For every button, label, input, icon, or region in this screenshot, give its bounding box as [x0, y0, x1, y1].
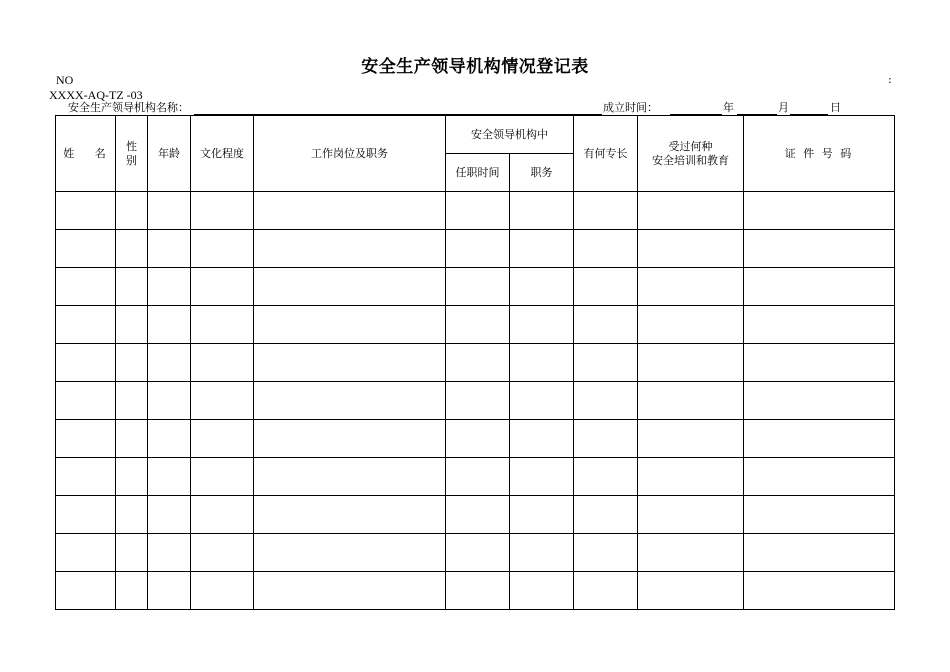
- table-cell[interactable]: [446, 344, 510, 382]
- table-cell[interactable]: [638, 534, 744, 572]
- header-age: 年龄: [148, 116, 191, 192]
- table-cell[interactable]: [744, 382, 895, 420]
- table-cell[interactable]: [56, 192, 116, 230]
- table-row: [56, 534, 895, 572]
- table-cell[interactable]: [191, 192, 254, 230]
- table-cell[interactable]: [56, 268, 116, 306]
- table-cell[interactable]: [744, 344, 895, 382]
- table-cell[interactable]: [116, 344, 148, 382]
- table-cell[interactable]: [191, 230, 254, 268]
- header-gender: [116, 116, 148, 192]
- table-cell[interactable]: [446, 382, 510, 420]
- header-certificate: 证 件 号 码: [744, 116, 895, 192]
- table-cell[interactable]: [254, 572, 446, 610]
- table-cell[interactable]: [638, 306, 744, 344]
- table-cell[interactable]: [574, 268, 638, 306]
- table-row: [56, 496, 895, 534]
- header-training-line2: 安全培训和教育: [652, 153, 729, 167]
- table-cell[interactable]: [574, 420, 638, 458]
- table-row: [56, 458, 895, 496]
- table-cell[interactable]: [148, 306, 191, 344]
- table-cell[interactable]: [148, 344, 191, 382]
- header-committee-group: 安全领导机构中: [446, 116, 574, 154]
- day-label: 日: [830, 101, 841, 114]
- table-cell[interactable]: [638, 458, 744, 496]
- table-cell[interactable]: [638, 230, 744, 268]
- table-cell[interactable]: [446, 306, 510, 344]
- table-cell[interactable]: [148, 496, 191, 534]
- table-cell[interactable]: [148, 382, 191, 420]
- table-cell[interactable]: [148, 230, 191, 268]
- serial-number-suffix: :: [888, 73, 892, 86]
- table-row: [56, 382, 895, 420]
- header-training: [638, 116, 744, 192]
- table-row: [56, 306, 895, 344]
- table-row: [56, 420, 895, 458]
- table-cell[interactable]: [744, 268, 895, 306]
- table-cell[interactable]: [191, 344, 254, 382]
- table-row: [56, 268, 895, 306]
- org-name-field[interactable]: [194, 101, 602, 115]
- table-cell[interactable]: [116, 420, 148, 458]
- table-cell[interactable]: [254, 458, 446, 496]
- table-cell[interactable]: [148, 572, 191, 610]
- table-cell[interactable]: [116, 534, 148, 572]
- table-cell[interactable]: [510, 420, 574, 458]
- table-cell[interactable]: [254, 306, 446, 344]
- table-cell[interactable]: [744, 458, 895, 496]
- table-cell[interactable]: [744, 572, 895, 610]
- table-cell[interactable]: [254, 534, 446, 572]
- table-cell[interactable]: [254, 382, 446, 420]
- table-cell[interactable]: [56, 534, 116, 572]
- table-cell[interactable]: [574, 230, 638, 268]
- header-education: 文化程度: [191, 116, 254, 192]
- table-cell[interactable]: [56, 306, 116, 344]
- table-cell[interactable]: [446, 496, 510, 534]
- table-cell[interactable]: [116, 382, 148, 420]
- year-label: 年: [723, 101, 734, 114]
- day-field[interactable]: [790, 101, 828, 115]
- header-name: 姓 名: [56, 116, 116, 192]
- table-cell[interactable]: [56, 344, 116, 382]
- table-cell[interactable]: [191, 382, 254, 420]
- table-cell[interactable]: [191, 572, 254, 610]
- header-training-line1: 受过何种: [668, 139, 713, 153]
- table-cell[interactable]: [56, 496, 116, 534]
- table-cell[interactable]: [574, 458, 638, 496]
- table-body: [56, 192, 895, 610]
- table-cell[interactable]: [148, 268, 191, 306]
- table-cell[interactable]: [574, 306, 638, 344]
- table-cell[interactable]: [56, 382, 116, 420]
- table-cell[interactable]: [56, 572, 116, 610]
- table-cell[interactable]: [574, 382, 638, 420]
- table-cell[interactable]: [116, 192, 148, 230]
- header-position: 工作岗位及职务: [254, 116, 446, 192]
- table-cell[interactable]: [510, 496, 574, 534]
- table-cell[interactable]: [191, 458, 254, 496]
- table-cell[interactable]: [638, 192, 744, 230]
- table-cell[interactable]: [744, 420, 895, 458]
- table-cell[interactable]: [510, 344, 574, 382]
- month-field[interactable]: [737, 101, 777, 115]
- table-cell[interactable]: [254, 230, 446, 268]
- table-cell[interactable]: [638, 382, 744, 420]
- table-cell[interactable]: [191, 496, 254, 534]
- table-row: [56, 192, 895, 230]
- table-cell[interactable]: [510, 268, 574, 306]
- established-label: 成立时间：: [603, 101, 658, 114]
- table-cell[interactable]: [191, 306, 254, 344]
- table-cell[interactable]: [744, 306, 895, 344]
- table-cell[interactable]: [254, 192, 446, 230]
- header-gender-line2: 别: [126, 153, 137, 167]
- table-cell[interactable]: [116, 230, 148, 268]
- org-name-label: 安全生产领导机构名称：: [68, 101, 189, 114]
- table-cell[interactable]: [510, 572, 574, 610]
- table-cell[interactable]: [744, 534, 895, 572]
- serial-number-label: NO: [56, 73, 74, 87]
- table-cell[interactable]: [510, 230, 574, 268]
- month-label: 月: [778, 101, 789, 114]
- table-cell[interactable]: [510, 192, 574, 230]
- form-code: XXXX-AQ-TZ -03: [49, 88, 143, 102]
- table-cell[interactable]: [446, 192, 510, 230]
- table-cell[interactable]: [574, 192, 638, 230]
- table-cell[interactable]: [744, 496, 895, 534]
- header-committee-tenure: 任职时间: [446, 154, 510, 192]
- table-cell[interactable]: [116, 496, 148, 534]
- table-cell[interactable]: [116, 572, 148, 610]
- header-gender-line1: 性: [126, 139, 137, 153]
- table-cell[interactable]: [191, 420, 254, 458]
- table-cell[interactable]: [638, 496, 744, 534]
- table-cell[interactable]: [446, 230, 510, 268]
- table-cell[interactable]: [638, 420, 744, 458]
- registration-table: [55, 115, 895, 610]
- table-cell[interactable]: [191, 268, 254, 306]
- table-cell[interactable]: [56, 230, 116, 268]
- table-cell[interactable]: [510, 306, 574, 344]
- table-cell[interactable]: [446, 458, 510, 496]
- table-cell[interactable]: [446, 572, 510, 610]
- table-cell[interactable]: [148, 534, 191, 572]
- table-cell[interactable]: [191, 534, 254, 572]
- table-cell[interactable]: [446, 268, 510, 306]
- table-cell[interactable]: [638, 268, 744, 306]
- table-cell[interactable]: [446, 534, 510, 572]
- table-cell[interactable]: [116, 268, 148, 306]
- table-cell[interactable]: [574, 496, 638, 534]
- table-cell[interactable]: [574, 572, 638, 610]
- table-cell[interactable]: [148, 192, 191, 230]
- table-cell[interactable]: [638, 572, 744, 610]
- table-cell[interactable]: [574, 344, 638, 382]
- table-cell[interactable]: [254, 268, 446, 306]
- table-row: [56, 230, 895, 268]
- table-cell[interactable]: [56, 420, 116, 458]
- table-cell[interactable]: [574, 534, 638, 572]
- table-cell[interactable]: [56, 458, 116, 496]
- table-cell[interactable]: [148, 458, 191, 496]
- table-cell[interactable]: [446, 420, 510, 458]
- table-cell[interactable]: [510, 382, 574, 420]
- table-cell[interactable]: [254, 420, 446, 458]
- table-cell[interactable]: [254, 344, 446, 382]
- table-cell[interactable]: [638, 344, 744, 382]
- table-cell[interactable]: [254, 496, 446, 534]
- table-cell[interactable]: [116, 458, 148, 496]
- table-cell[interactable]: [744, 230, 895, 268]
- year-field[interactable]: [670, 101, 722, 115]
- table-row: [56, 344, 895, 382]
- table-cell[interactable]: [510, 458, 574, 496]
- table-cell[interactable]: [744, 192, 895, 230]
- header-specialty: 有何专长: [574, 116, 638, 192]
- table-cell[interactable]: [116, 306, 148, 344]
- header-committee-role: 职务: [510, 154, 574, 192]
- document-title: 安全生产领导机构情况登记表: [361, 57, 589, 77]
- table-cell[interactable]: [148, 420, 191, 458]
- table-row: [56, 572, 895, 610]
- table-cell[interactable]: [510, 534, 574, 572]
